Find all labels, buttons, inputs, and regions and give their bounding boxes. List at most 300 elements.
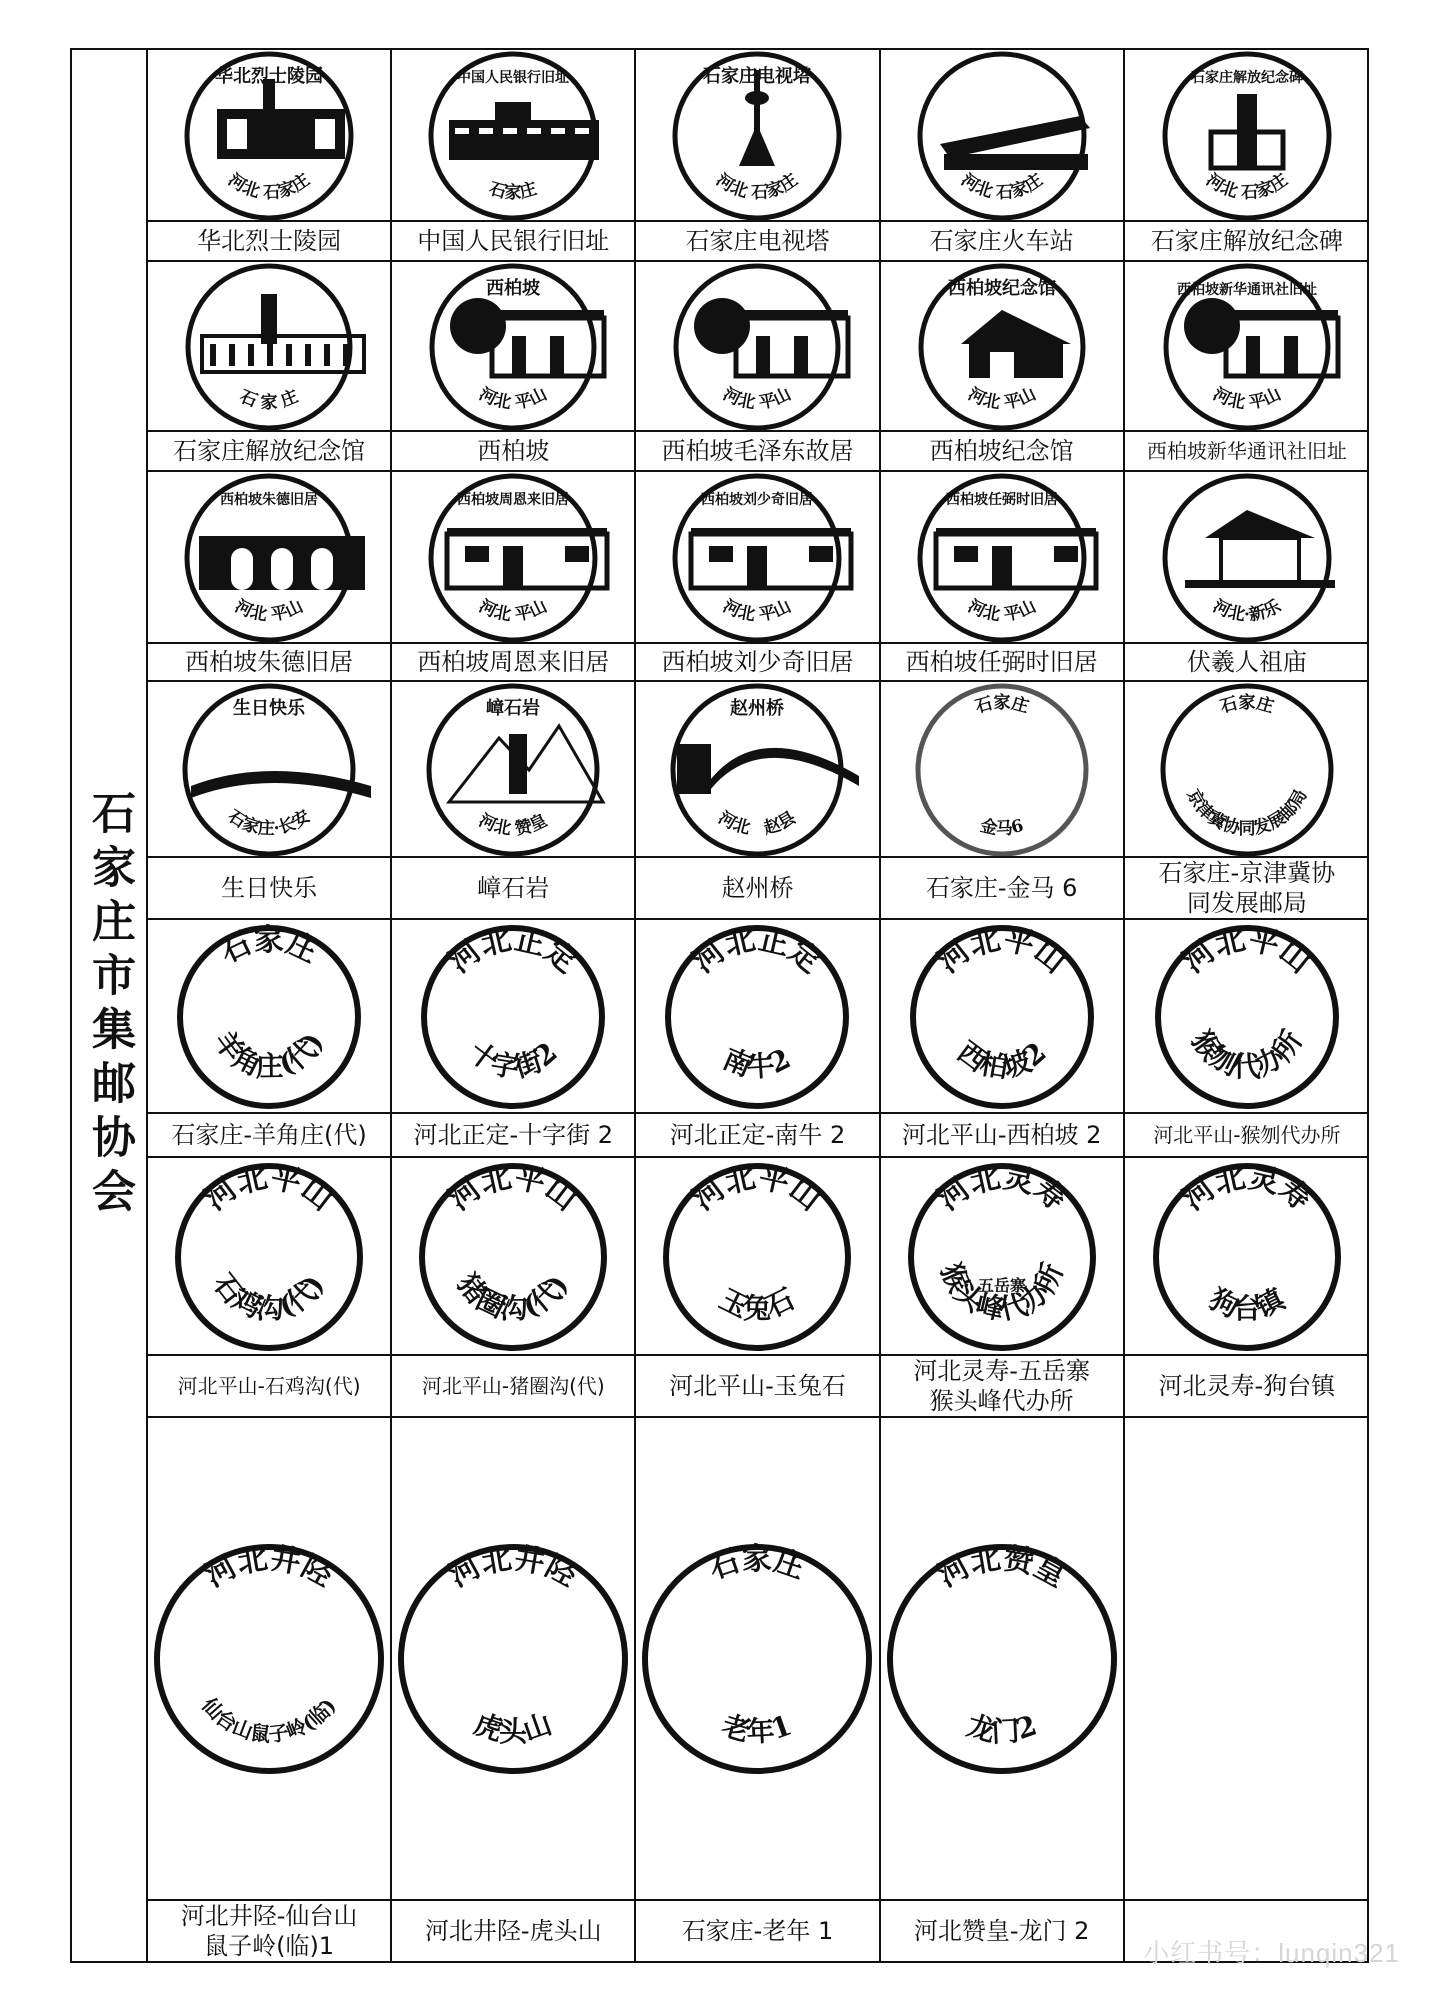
stamp-cell	[148, 50, 392, 262]
postmark-top-text: 石家庄	[1217, 693, 1276, 718]
postmark-top-text: 中国人民银行旧址	[457, 70, 570, 86]
stamp-label-area	[392, 1112, 634, 1156]
stamp-label-area	[636, 856, 878, 918]
stamp-image-area	[392, 1158, 634, 1356]
stamp-image-area	[1125, 1418, 1369, 1899]
stamp-label-area	[148, 856, 390, 918]
postmark-top-text: 西柏坡新华通讯社旧址	[1176, 282, 1317, 298]
stamp-label-area	[148, 1112, 390, 1156]
postmark-stamp	[911, 922, 1093, 1108]
stamp-row	[148, 472, 1369, 682]
postmark-bottom-text: 龙门2	[962, 1707, 1041, 1749]
stamp-image-area	[881, 472, 1123, 644]
hall-pillar-icon	[286, 344, 292, 366]
stamp-cell	[392, 50, 636, 262]
stamp-row	[148, 262, 1369, 472]
postmark-top-text: 生日快乐	[233, 698, 306, 719]
postmark-top-text: 河北正定	[687, 922, 828, 981]
stamp-cell	[392, 920, 636, 1158]
arch-opening-icon	[311, 548, 333, 590]
station-roof-icon	[940, 116, 1090, 158]
postmark-top-text: 赵州桥	[730, 698, 785, 719]
stamp-label: 石家庄-金马 6	[925, 874, 1078, 902]
stamp-image-area	[392, 1418, 634, 1899]
postmark-stamp	[664, 1160, 850, 1350]
stamp-label: 西柏坡纪念馆	[929, 437, 1074, 465]
stamp-label-area	[392, 220, 634, 260]
stamp-image-area	[392, 472, 634, 644]
stamp-label: 河北正定-十字街 2	[413, 1121, 614, 1149]
memorial-window-icon	[315, 119, 335, 149]
house-door-icon	[1284, 336, 1298, 376]
postmark-stamp	[155, 1540, 383, 1773]
postmark-bottom-text: 河北 石家庄	[224, 170, 314, 204]
stamp-label-area	[148, 430, 390, 470]
stamp-label-area	[1125, 1354, 1369, 1416]
postmark-top-text: 河北灵寿	[1176, 1160, 1318, 1218]
bank-window-icon	[551, 128, 565, 134]
stamp-label-area	[881, 642, 1123, 680]
hall-pillar-icon	[229, 344, 235, 366]
arch-opening-icon	[271, 548, 293, 590]
postmark-bottom-text: 猴头峰代办所	[933, 1258, 1070, 1327]
stamp-image-area	[148, 262, 390, 432]
postmark-bottom-text: 河北 平山	[720, 384, 795, 414]
house-roof-icon	[1226, 310, 1338, 320]
stamp-row	[148, 1418, 1369, 1961]
postmark-bottom-text: 河北 平山	[720, 596, 795, 626]
house-wall-icon	[1226, 318, 1338, 376]
stamp-cell	[881, 920, 1125, 1158]
postmark-bottom-text: 河北 赞皇	[475, 810, 551, 840]
house-roof-icon	[492, 310, 604, 320]
stamp-cell	[1125, 1158, 1369, 1418]
stamp-label: 石家庄解放纪念馆	[173, 437, 366, 465]
postmark-stamp	[427, 684, 599, 856]
stamp-cell	[881, 50, 1125, 262]
postmark-top-text: 河北正定	[442, 922, 584, 981]
stamp-label: 西柏坡周恩来旧居	[417, 648, 610, 676]
stamp-label: 河北灵寿-狗台镇	[1158, 1372, 1336, 1400]
house-door-icon	[550, 336, 564, 376]
stamp-label: 河北平山-猪圈沟(代)	[421, 1373, 605, 1398]
postmark-bottom-text: 石鸡沟(代)	[206, 1267, 331, 1326]
postmark-top-text: 石家庄电视塔	[703, 66, 812, 87]
postmark-stamp	[673, 474, 841, 642]
stamp-label: 华北烈士陵园	[197, 227, 342, 255]
postmark-stamp	[1156, 922, 1338, 1108]
bank-window-icon	[455, 128, 469, 134]
stamp-label: 河北正定-南牛 2	[669, 1121, 846, 1149]
hall-pillar-icon	[248, 344, 254, 366]
tv-tower-base-icon	[739, 124, 775, 166]
postmark-stamp	[1164, 264, 1330, 430]
house-wall-icon	[736, 318, 848, 376]
stamp-label: 石家庄电视塔	[685, 227, 830, 255]
stamp-image-area	[636, 1418, 878, 1899]
stamp-cell	[636, 472, 880, 682]
rock-pillar-icon	[509, 734, 527, 794]
postmark-stamp	[178, 923, 360, 1108]
postmark-scene	[1185, 510, 1335, 588]
stamp-label-area	[881, 1354, 1123, 1416]
stamp-label: 河北平山-猴刎代办所	[1153, 1122, 1341, 1147]
postmark-stamp	[429, 474, 597, 642]
stamp-cell	[1125, 1418, 1369, 1961]
postmark-stamp	[1163, 52, 1331, 220]
stamp-image-area	[636, 682, 878, 858]
cabin-window-icon	[809, 546, 833, 562]
hall-pillar-icon	[210, 344, 216, 366]
stamp-cell	[148, 262, 392, 472]
postmark-scene	[449, 102, 599, 160]
stamp-image-area	[1125, 682, 1369, 858]
postmark-stamp	[643, 1541, 871, 1773]
stamp-row	[148, 1158, 1369, 1418]
stamp-image-area	[881, 1158, 1123, 1356]
stamp-image-area	[636, 920, 878, 1114]
temple-wall-icon	[1221, 538, 1299, 582]
stamp-cell	[1125, 262, 1369, 472]
arch-opening-icon	[231, 548, 253, 590]
postmark-stamp	[186, 264, 352, 430]
stamp-cell	[636, 682, 880, 920]
ribbon-wave-icon	[191, 771, 371, 798]
house-door-icon	[794, 336, 808, 376]
cabin-window-icon	[565, 546, 589, 562]
stamp-cell	[1125, 920, 1369, 1158]
stamp-label: 河北灵寿-五岳寨 猴头峰代办所	[913, 1357, 1090, 1415]
postmark-scene	[940, 116, 1090, 170]
postmark-scene	[450, 298, 604, 376]
postmark-scene	[191, 771, 371, 798]
stamp-cell	[636, 1418, 880, 1961]
postmark-scene	[677, 744, 859, 794]
stamp-cell	[636, 920, 880, 1158]
postmark-bottom-text: 河北 平山	[231, 596, 307, 626]
postmark-bottom-text: 南牛2	[718, 1041, 797, 1084]
cabin-window-icon	[1054, 546, 1078, 562]
postmark-bottom-text: 猴刎代办所	[1184, 1024, 1309, 1083]
postmark-stamp	[918, 52, 1086, 220]
house-wall-icon	[492, 318, 604, 376]
stamp-image-area	[881, 1418, 1123, 1899]
stamp-cell	[636, 1158, 880, 1418]
postmark-bottom-text: 狗台镇	[1204, 1282, 1290, 1325]
postmark-bottom-text: 羊角庄(代)	[207, 1025, 331, 1084]
hall-building-icon	[202, 336, 364, 372]
hall-pillar-icon	[267, 344, 273, 366]
stamp-label-area	[636, 430, 878, 470]
stamp-image-area	[636, 1158, 878, 1356]
stamp-label-area	[392, 430, 634, 470]
postmark-bottom-text: 仙台山鼠子岭(临)	[197, 1692, 341, 1747]
postmark-stamp	[183, 684, 355, 856]
cabin-door-icon	[992, 546, 1012, 588]
stamp-cell	[881, 472, 1125, 682]
stamp-label-area	[881, 856, 1123, 918]
postmark-bottom-text: 河北 平山	[476, 384, 551, 414]
stamp-catalog-sheet	[70, 48, 1369, 1963]
postmark-top-text: 华北烈士陵园	[215, 66, 324, 87]
stamp-label: 石家庄-京津冀协 同发展邮局	[1158, 859, 1336, 917]
stamp-label-area	[392, 1354, 634, 1416]
tree-icon	[1184, 298, 1240, 354]
postmark-stamp	[919, 264, 1085, 430]
stamp-label: 西柏坡新华通讯社旧址	[1146, 438, 1347, 463]
memorial-window-icon	[227, 119, 247, 149]
stamp-image-area	[636, 472, 878, 644]
postmark-stamp	[673, 52, 841, 220]
museum-wall-icon	[969, 344, 1063, 378]
postmark-top-text: 西柏坡朱德旧居	[220, 492, 319, 508]
postmark-bottom-text: 京津冀协同发展邮局	[1182, 786, 1312, 839]
stamp-cell	[392, 682, 636, 920]
cabin-roof-icon	[447, 528, 607, 536]
stamp-label: 西柏坡朱德旧居	[185, 648, 354, 676]
postmark-scene	[447, 528, 607, 588]
stamp-label-area	[881, 1112, 1123, 1156]
postmark-scene	[449, 726, 603, 802]
stamp-grid	[148, 50, 1369, 1961]
postmark-top-text: 河北平山	[1176, 922, 1318, 981]
stamp-image-area	[148, 50, 390, 222]
stamp-label: 河北井陉-虎头山	[424, 1917, 602, 1945]
stamp-label-area	[881, 220, 1123, 260]
stamp-label: 河北平山-石鸡沟(代)	[177, 1373, 361, 1398]
stamp-label: 石家庄-羊角庄(代)	[171, 1121, 367, 1149]
stamp-cell	[148, 1158, 392, 1418]
house-door-icon	[756, 336, 770, 376]
postmark-bottom-text: 河北 平山	[964, 384, 1039, 414]
stamp-cell	[881, 262, 1125, 472]
stamp-image-area	[148, 472, 390, 644]
cabin-roof-icon	[936, 528, 1096, 536]
cabin-roof-icon	[691, 528, 851, 536]
museum-door-icon	[990, 352, 1014, 378]
stamp-cell	[636, 50, 880, 262]
stamp-label-area	[148, 642, 390, 680]
hall-pillar-icon	[305, 344, 311, 366]
watermark-text: 小红书号：lunqin321	[1143, 1938, 1400, 1968]
stamp-label: 河北平山-西柏坡 2	[901, 1121, 1102, 1149]
postmark-top-text: 河北井陉	[199, 1540, 339, 1594]
stamp-image-area	[1125, 50, 1369, 222]
bank-window-icon	[575, 128, 589, 134]
postmark-top-text: 河北井陉	[444, 1540, 583, 1594]
stamp-image-area	[392, 262, 634, 432]
postmark-stamp	[1163, 474, 1331, 642]
postmark-top-text: 西柏坡纪念馆	[947, 278, 1056, 299]
postmark-bottom-text: 石家庄·长安	[224, 806, 314, 840]
stamp-label-area	[1125, 642, 1369, 680]
stamp-cell	[148, 920, 392, 1158]
stamp-image-area	[392, 50, 634, 222]
stamp-label: 石家庄火车站	[929, 227, 1074, 255]
postmark-stamp	[666, 922, 848, 1108]
stamp-image-area	[148, 1158, 390, 1356]
bank-window-icon	[527, 128, 541, 134]
stamp-image-area	[1125, 262, 1369, 432]
stamp-label-area	[392, 1899, 634, 1961]
postmark-bottom-text: 西柏坡2	[950, 1035, 1053, 1085]
stamp-label-area	[881, 430, 1123, 470]
postmark-bottom-text: 河北 平山	[964, 596, 1039, 626]
postmark-top-text: 石家庄解放纪念碑	[1190, 70, 1303, 86]
postmark-stamp	[888, 1540, 1116, 1773]
stamp-label: 河北赞皇-龙门 2	[913, 1917, 1090, 1945]
stamp-image-area	[881, 920, 1123, 1114]
stamp-image-area	[881, 50, 1123, 222]
stamp-image-area	[1125, 1158, 1369, 1356]
postmark-stamp	[399, 1540, 627, 1773]
postmark-top-text: 嶂石岩	[486, 698, 541, 719]
postmark-stamp	[674, 264, 840, 430]
postmark-scene	[217, 79, 345, 159]
postmark-bottom-text: 河北 赵县	[715, 807, 800, 839]
stamp-cell	[392, 1418, 636, 1961]
stamp-label: 西柏坡刘少奇旧居	[661, 648, 854, 676]
stamp-image-area	[881, 682, 1123, 858]
postmark-top-text: 西柏坡周恩来旧居	[457, 492, 570, 508]
tv-tower-pod-icon	[745, 91, 769, 105]
postmark-bottom-text: 石 家 庄	[236, 386, 302, 413]
postmark-stamp	[429, 52, 597, 220]
postmark-bottom-text: 河北 石家庄	[1202, 170, 1292, 204]
postmark-top-text: 西柏坡任弼时旧居	[945, 492, 1058, 508]
stamp-image-area	[636, 262, 878, 432]
stamp-label-area	[392, 642, 634, 680]
stamp-row	[148, 50, 1369, 262]
postmark-top-text: 石家庄	[972, 693, 1031, 718]
station-base-icon	[944, 154, 1088, 170]
stamp-image-area	[148, 1418, 390, 1899]
tree-icon	[450, 298, 506, 354]
postmark-stamp	[918, 474, 1086, 642]
postmark-stamp	[671, 684, 843, 856]
stamp-cell	[1125, 682, 1369, 920]
postmark-stamp	[176, 1160, 362, 1350]
postmark-stamp	[185, 52, 353, 220]
stamp-label-area	[1125, 1112, 1369, 1156]
postmark-bottom-text: 河北 石家庄	[956, 170, 1047, 204]
postmark-bottom-text: 金马6	[977, 815, 1026, 840]
postmark-top-text: 河北平山	[443, 1160, 584, 1218]
postmark-scene	[1184, 298, 1338, 376]
stamp-cell	[881, 1158, 1125, 1418]
side-title-column	[72, 50, 148, 1961]
stamp-label: 西柏坡	[477, 437, 550, 465]
postmark-stamp	[185, 474, 353, 642]
postmark-top-text: 河北平山	[687, 1160, 828, 1218]
tree-icon	[694, 298, 750, 354]
stamp-label-area	[636, 642, 878, 680]
stone-bridge-icon	[707, 748, 859, 794]
postmark-scene	[1211, 94, 1283, 168]
stamp-label-area	[1125, 430, 1369, 470]
stamp-image-area	[1125, 920, 1369, 1114]
cabin-window-icon	[465, 546, 489, 562]
postmark-bottom-text: 老年1	[718, 1707, 797, 1749]
stamp-label: 河北平山-玉兔石	[669, 1372, 846, 1400]
postmark-stamp	[909, 1160, 1095, 1350]
stamp-image-area	[392, 920, 634, 1114]
stamp-label-area	[636, 1354, 878, 1416]
stamp-cell	[881, 1418, 1125, 1961]
stamp-cell	[881, 682, 1125, 920]
house-door-icon	[512, 336, 526, 376]
stamp-label: 嶂石岩	[477, 874, 550, 902]
postmark-bottom-text: 河北 平山	[1209, 384, 1285, 414]
temple-roof-icon	[1205, 510, 1315, 538]
stamp-cell	[148, 472, 392, 682]
tree-icon	[677, 744, 711, 794]
postmark-bottom-text: 猪圈沟(代)	[451, 1267, 575, 1326]
stamp-cell	[1125, 50, 1369, 262]
stamp-label-area	[881, 1899, 1123, 1961]
stamp-label: 河北井陉-仙台山 鼠子岭(临)1	[180, 1902, 358, 1960]
postmark-bottom-text: 河北·新乐	[1209, 596, 1285, 626]
stamp-cell	[392, 1158, 636, 1418]
stamp-cell	[148, 682, 392, 920]
stamp-label: 中国人民银行旧址	[417, 227, 610, 255]
stamp-label: 西柏坡任弼时旧居	[905, 648, 1098, 676]
postmark-stamp	[1161, 684, 1333, 856]
postmark-scene	[694, 298, 848, 376]
stamp-label-area	[1125, 856, 1369, 918]
stamp-label-area	[148, 1354, 390, 1416]
stamp-cell	[392, 472, 636, 682]
stamp-label: 西柏坡毛泽东故居	[661, 437, 854, 465]
postmark-bottom-text: 河北 石家庄	[712, 170, 803, 204]
cabin-door-icon	[747, 546, 767, 588]
stamp-label-area	[636, 1112, 878, 1156]
hall-tower-icon	[261, 294, 277, 344]
stamp-label-area	[148, 1899, 390, 1961]
postmark-bottom-text: 虎头山	[470, 1706, 557, 1748]
stamp-cell	[636, 262, 880, 472]
postmark-top-text: 河北平山	[931, 922, 1072, 981]
stamp-image-area	[1125, 472, 1369, 644]
cabin-window-icon	[709, 546, 733, 562]
stamp-cell	[1125, 472, 1369, 682]
stamp-label: 伏羲人祖庙	[1186, 648, 1307, 676]
stamp-image-area	[148, 920, 390, 1114]
stamp-label-area	[636, 1899, 878, 1961]
postmark-stamp	[916, 684, 1088, 856]
postmark-bottom-text: 玉兔石	[714, 1282, 801, 1325]
stamp-image-area	[148, 682, 390, 858]
stamp-row	[148, 920, 1369, 1158]
bank-window-icon	[479, 128, 493, 134]
postmark-stamp	[430, 264, 596, 430]
postmark-scene	[961, 310, 1071, 378]
stamp-label-area	[636, 220, 878, 260]
hall-pillar-icon	[324, 344, 330, 366]
cabin-door-icon	[503, 546, 523, 588]
postmark-bottom-text: 十字街2	[462, 1035, 564, 1085]
stamp-image-area	[881, 262, 1123, 432]
stamp-image-area	[636, 50, 878, 222]
stamp-label: 赵州桥	[721, 874, 794, 902]
postmark-top-text: 河北平山	[198, 1160, 340, 1218]
bank-window-icon	[503, 128, 517, 134]
postmark-bottom-text: 河北 平山	[475, 596, 551, 626]
stamp-label-area	[392, 856, 634, 918]
postmark-top-text: 西柏坡刘少奇旧居	[701, 492, 814, 508]
hall-pillar-icon	[343, 344, 349, 366]
temple-base-icon	[1185, 580, 1335, 588]
